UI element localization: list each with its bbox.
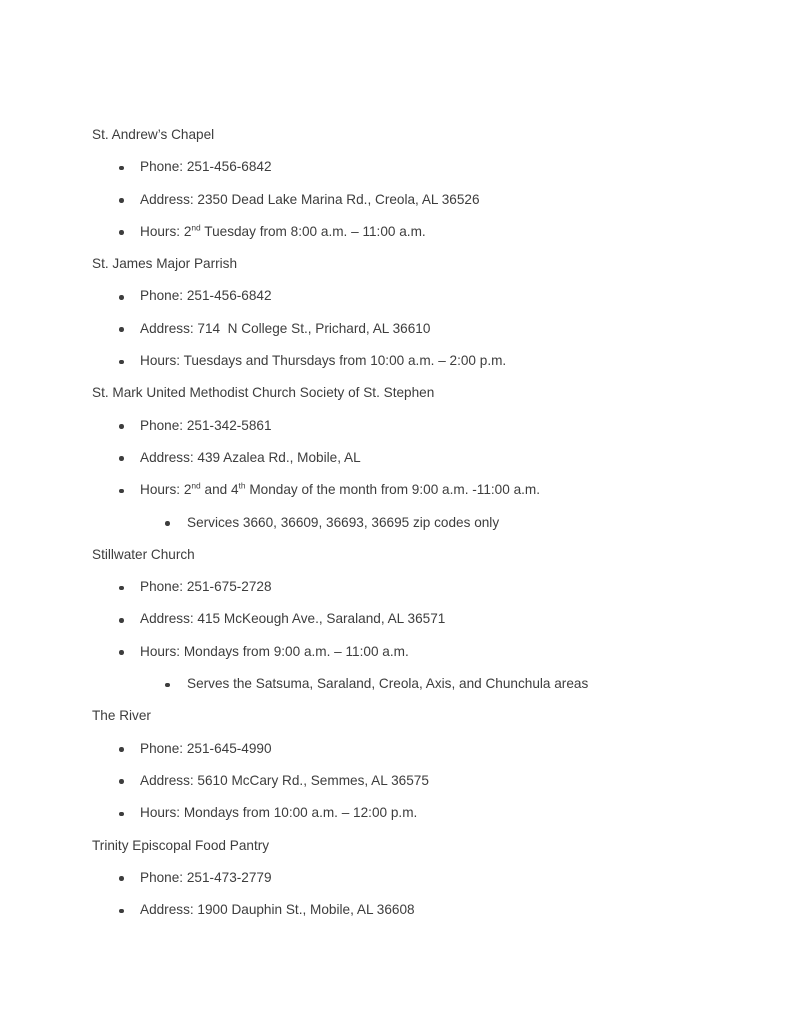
entry-title-text: Trinity Episcopal Food Pantry — [92, 837, 270, 853]
bullet-icon — [119, 230, 124, 235]
entry-title-text: The River — [92, 708, 151, 724]
entry-title — [92, 838, 752, 870]
address-text: Address: 714 N College St., Prichard, AL 36610 — [140, 320, 431, 336]
phone-line — [92, 870, 752, 902]
bullet-icon — [119, 424, 124, 429]
bullet-icon — [119, 360, 124, 365]
bullet-icon — [119, 586, 124, 591]
bullet-icon — [119, 747, 124, 752]
service-note-text: Serves the Satsuma, Saraland, Creola, Axis, and Chunchula areas — [187, 676, 589, 692]
hours-line — [92, 805, 752, 837]
entry-st-james-major-parrish — [92, 256, 752, 385]
bullet-icon — [119, 650, 124, 655]
entry-title — [92, 547, 752, 579]
bullet-icon — [119, 812, 124, 817]
entry-title-text: St. James Major Parrish — [92, 256, 238, 272]
ordinal-superscript: nd — [191, 480, 201, 491]
phone-text: Phone: 251-456-6842 — [140, 288, 272, 304]
phone-text: Phone: 251-675-2728 — [140, 579, 272, 595]
entry-title-text: Stillwater Church — [92, 546, 195, 562]
address-line — [92, 321, 752, 353]
address-line — [92, 450, 752, 482]
hours-text: Hours: Mondays from 10:00 a.m. – 12:00 p.m. — [140, 805, 418, 821]
bullet-icon — [119, 198, 124, 203]
service-note-line — [92, 676, 752, 708]
hours-text: Hours: Tuesdays and Thursdays from 10:00 a.m. – 2:00 p.m. — [140, 353, 507, 369]
bullet-icon — [119, 295, 124, 300]
entry-title — [92, 708, 752, 740]
hours-line — [92, 353, 752, 385]
phone-text: Phone: 251-473-2779 — [140, 869, 272, 885]
bullet-icon — [119, 166, 124, 171]
address-line — [92, 192, 752, 224]
hours-text: Hours: Mondays from 9:00 a.m. – 11:00 a.m. — [140, 643, 409, 659]
entry-st-andrews-chapel — [92, 127, 752, 256]
phone-line — [92, 741, 752, 773]
address-line — [92, 902, 752, 934]
bullet-icon — [119, 456, 124, 461]
address-line — [92, 773, 752, 805]
bullet-icon — [119, 779, 124, 784]
entry-title — [92, 256, 752, 288]
bullet-icon — [119, 876, 124, 881]
address-text: Address: 439 Azalea Rd., Mobile, AL — [140, 449, 361, 465]
bullet-icon — [119, 489, 124, 494]
bullet-icon — [165, 683, 170, 688]
bullet-icon — [119, 909, 124, 914]
phone-line — [92, 288, 752, 320]
hours-line — [92, 644, 752, 676]
address-text: Address: 2350 Dead Lake Marina Rd., Creola, AL 36526 — [140, 191, 480, 207]
entry-the-river — [92, 708, 752, 837]
address-text: Address: 415 McKeough Ave., Saraland, AL 36571 — [140, 611, 446, 627]
ordinal-superscript: th — [238, 480, 246, 491]
phone-text: Phone: 251-456-6842 — [140, 159, 272, 175]
entry-trinity-episcopal-food-pantry — [92, 838, 752, 935]
entry-st-mark-united-methodist — [92, 385, 752, 546]
document-body — [92, 127, 752, 934]
bullet-icon — [165, 521, 170, 526]
bullet-icon — [119, 618, 124, 623]
entry-title — [92, 385, 752, 417]
ordinal-superscript: nd — [191, 222, 201, 233]
address-line — [92, 611, 752, 643]
hours-text: Hours: 2nd Tuesday from 8:00 a.m. – 11:00 a.m. — [140, 222, 426, 239]
address-text: Address: 1900 Dauphin St., Mobile, AL 36608 — [140, 902, 415, 918]
address-text: Address: 5610 McCary Rd., Semmes, AL 36575 — [140, 772, 429, 788]
entry-stillwater-church — [92, 547, 752, 708]
phone-text: Phone: 251-645-4990 — [140, 740, 272, 756]
phone-line — [92, 159, 752, 191]
phone-line — [92, 418, 752, 450]
entry-title-text: St. Mark United Methodist Church Society of St. Stephen — [92, 385, 435, 401]
hours-text: Hours: 2nd and 4th Monday of the month from 9:00 a.m. -11:00 a.m. — [140, 480, 541, 498]
entry-title-text: St. Andrew’s Chapel — [92, 127, 215, 142]
service-note-text: Services 3660, 36609, 36693, 36695 zip codes only — [187, 514, 500, 530]
phone-text: Phone: 251-342-5861 — [140, 417, 272, 433]
service-note-line — [92, 515, 752, 547]
entry-title — [92, 127, 752, 159]
hours-line — [92, 224, 752, 256]
phone-line — [92, 579, 752, 611]
hours-line — [92, 482, 752, 514]
bullet-icon — [119, 327, 124, 332]
